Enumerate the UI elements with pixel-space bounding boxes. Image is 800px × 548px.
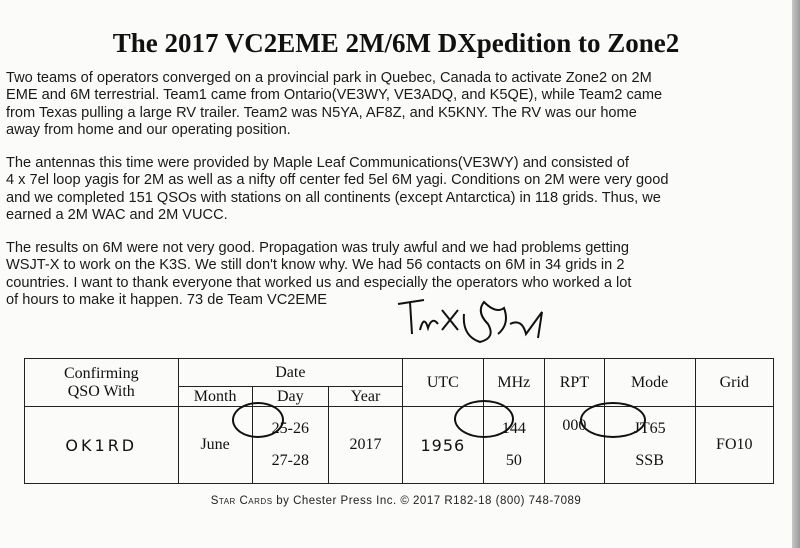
circle-mark-mhz [454, 400, 514, 438]
header-month: Month [178, 387, 252, 407]
rpt-cell: 000 [545, 407, 605, 484]
text-line: countries. I want to thank everyone that worked us and especially the operators who worked a lot [6, 274, 632, 291]
day-value-2: 27-28 [271, 452, 309, 469]
card-edge [792, 0, 800, 548]
month-cell: June [178, 407, 252, 484]
qso-table [24, 358, 774, 484]
footer-brand: Star Cards [210, 495, 273, 507]
text-line: Two teams of operators converged on a provincial park in Quebec, Canada to activate Zone2 on 2M [6, 70, 652, 86]
text-line: and we completed 151 QSOs with stations on all continents (except Antarctica) in 118 grids. Thus, we [6, 189, 661, 206]
paragraph-intro [6, 70, 662, 139]
paragraph-antennas [6, 155, 668, 224]
header-utc: UTC [403, 359, 483, 407]
header-mhz: MHz [483, 359, 545, 407]
header-grid: Grid [695, 359, 773, 407]
callsign-cell: OK1RD [25, 407, 179, 484]
circle-mark-day [232, 402, 284, 438]
text-line: earned a 2M WAC and 2M VUCC. [6, 206, 228, 223]
header-rpt: RPT [545, 359, 605, 407]
day-value-1: 25-26 [271, 420, 309, 437]
header-day: Day [252, 387, 328, 407]
text-line: EME and 6M terrestrial. Team1 came from Ontario(VE3WY, VE3ADQ, and K5QE), while Team2 came [6, 87, 663, 104]
year-cell: 2017 [328, 407, 402, 484]
text-line: The antennas this time were provided by Maple Leaf Communications(VE3WY) and consisted of [6, 155, 629, 171]
header-confirming-line1: Confirming [63, 364, 139, 382]
header-date: Date [178, 359, 403, 387]
text-line: WSJT-X to work on the K3S. We still don't know why. We had 56 contacts on 6M in 34 grids in 2 [6, 257, 625, 274]
text-line: away from home and our operating position. [6, 121, 291, 138]
text-line: 4 x 7el loop yagis for 2M as well as a nifty off center fed 5el 6M yagi. Conditions on 2M were very good [6, 172, 669, 189]
text-line: of hours to make it happen. 73 de Team VC2EME [6, 291, 327, 308]
text-line: The results on 6M were not very good. Propagation was truly awful and we had problems getting [6, 240, 630, 256]
mhz-value-2: 50 [505, 452, 522, 469]
footer-text: by Chester Press Inc. © 2017 R182-18 (800) 748-7089 [272, 495, 582, 507]
header-confirming-line2: QSO With [67, 382, 135, 400]
utc-cell: 1956 [403, 407, 483, 484]
grid-cell: FO10 [695, 407, 773, 484]
header-confirming [25, 359, 179, 407]
mode-value-1: JT65 [633, 420, 666, 437]
card-footer [0, 495, 792, 507]
header-year: Year [328, 387, 402, 407]
card-title: The 2017 VC2EME 2M/6M DXpedition to Zone2 [112, 28, 680, 58]
mhz-value-1: 144 [501, 420, 526, 437]
mode-value-2: SSB [635, 452, 664, 469]
header-mode: Mode [604, 359, 695, 407]
circle-mark-mode [580, 402, 646, 438]
text-line: from Texas pulling a large RV trailer. Team2 was N5YA, AF8Z, and K5KNY. The RV was our home [6, 104, 637, 121]
handwritten-signature [392, 294, 552, 354]
